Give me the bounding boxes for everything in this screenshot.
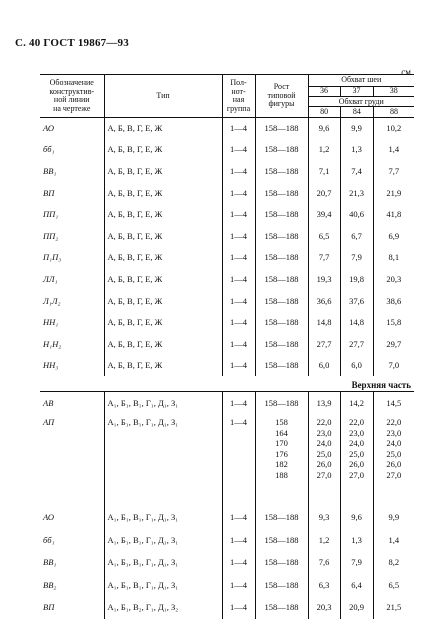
line-code: НН₁ [43, 317, 59, 328]
value-cell: 7,9 [340, 247, 373, 269]
table-header [40, 74, 414, 118]
line-code: АП [43, 417, 55, 427]
type-cell: А₁, Б₁, В₁, Г₁, Д₁, З₁ [104, 392, 222, 415]
height-value: 158 [275, 417, 288, 427]
table-row [40, 182, 414, 204]
type-header: Тип [104, 75, 222, 118]
neck-size-38: 38 [373, 87, 414, 97]
value: 25,0 [349, 448, 364, 459]
value-cell: 41,8 [373, 203, 414, 225]
height-cell: 158—188 [255, 290, 308, 312]
value-cell: 20,7 [308, 182, 340, 204]
value-cell: 7,7 [308, 247, 340, 269]
value-cell: 13,9 [308, 392, 340, 415]
value-cell: 27,7 [308, 333, 340, 355]
type-cell: А₁, Б₁, В₁, Г₁, Д₁, З₁ [104, 551, 222, 574]
group-cell: 1—4 [222, 506, 255, 529]
table-row [40, 268, 414, 290]
value: 27,0 [386, 469, 402, 480]
group-cell: 1—4 [222, 574, 255, 597]
line-code: АВ [43, 398, 54, 408]
type-cell: А, Б, В, Г, Е, Ж [104, 203, 222, 225]
subheading-upper-part: Верхняя часть [351, 380, 411, 390]
value-cell: 14,8 [308, 311, 340, 333]
table-body-top [40, 117, 414, 376]
height-value: 182 [275, 459, 288, 469]
height-cell: 158—188 [255, 529, 308, 552]
value-cell: 36,6 [308, 290, 340, 312]
group-cell: 1—4 [222, 160, 255, 182]
value-cell [340, 414, 373, 506]
value-cell: 1,3 [340, 139, 373, 161]
value-cell: 6,9 [373, 225, 414, 247]
value-cell: 27,7 [340, 333, 373, 355]
value: 22,0 [316, 417, 332, 427]
value-cell: 6,4 [340, 574, 373, 597]
table-row [40, 160, 414, 182]
group-cell: 1—4 [222, 551, 255, 574]
line-code: П₁П₃ [43, 252, 62, 263]
value-cell: 9,6 [308, 117, 340, 139]
group-cell: 1—4 [222, 139, 255, 161]
value-cell: 38,6 [373, 290, 414, 312]
table-row [40, 333, 414, 355]
group-cell: 1—4 [222, 414, 255, 506]
group-cell: 1—4 [222, 182, 255, 204]
table-body-bottom [40, 391, 414, 619]
value-cell: 20,3 [373, 268, 414, 290]
value-cell: 21,3 [340, 182, 373, 204]
line-code: ПП₁ [43, 209, 59, 220]
table-row [40, 596, 414, 619]
group-cell: 1—4 [222, 225, 255, 247]
page-header: С. 40 ГОСТ 19867—93 [15, 37, 129, 49]
line-code: ЛЛ₁ [43, 273, 58, 284]
line-code: ВВ₂ [43, 579, 57, 590]
value: 26,0 [349, 459, 364, 469]
value-cell: 20,9 [340, 596, 373, 619]
table-row [40, 355, 414, 377]
value-cell: 9,9 [340, 117, 373, 139]
value-cell: 1,4 [373, 529, 414, 552]
table-row [40, 414, 414, 506]
type-cell: А, Б, В, Г, Е, Ж [104, 182, 222, 204]
value: 25,0 [316, 448, 332, 459]
height-cell: 158—188 [255, 551, 308, 574]
table-row [40, 290, 414, 312]
value-cell: 14,5 [373, 392, 414, 415]
table-row [40, 139, 414, 161]
designation-header: Обозначение конструктив- ной линии на чертеже [49, 78, 95, 113]
line-code: Н₁Н₂ [43, 338, 62, 349]
neck-size-37: 37 [340, 87, 373, 97]
type-cell: А, Б, В, Г, Е, Ж [104, 225, 222, 247]
value-cell: 21,5 [373, 596, 414, 619]
type-cell: А, Б, В, Г, Е, Ж [104, 139, 222, 161]
value-cell: 1,4 [373, 139, 414, 161]
value-cell: 7,9 [340, 551, 373, 574]
line-code: ВП [43, 187, 55, 198]
fullness-header: Пол- нот- ная группа [222, 75, 255, 118]
table-row [40, 117, 414, 139]
table-row [40, 551, 414, 574]
height-cell: 158—188 [255, 355, 308, 377]
height-cell: 158—188 [255, 311, 308, 333]
value: 26,0 [386, 459, 402, 469]
value-cell: 9,9 [373, 506, 414, 529]
height-cell: 158—188 [255, 117, 308, 139]
value-cell: 1,2 [308, 529, 340, 552]
line-code: Л₁Л₂ [43, 295, 61, 306]
value: 23,0 [386, 427, 402, 438]
table-row [40, 225, 414, 247]
line-code: НН₃ [43, 360, 59, 371]
value-cell: 19,8 [340, 268, 373, 290]
value-cell: 7,6 [308, 551, 340, 574]
type-cell: А, Б, В, Г, Е, Ж [104, 247, 222, 269]
height-cell: 158—188 [255, 596, 308, 619]
value-cell: 7,7 [373, 160, 414, 182]
height-cell: 158—188 [255, 182, 308, 204]
group-cell: 1—4 [222, 203, 255, 225]
chest-size-84: 84 [340, 107, 373, 117]
value-cell: 7,1 [308, 160, 340, 182]
value-cell: 8,2 [373, 551, 414, 574]
value: 24,0 [349, 438, 364, 448]
group-cell: 1—4 [222, 311, 255, 333]
value: 26,0 [316, 459, 332, 469]
group-cell: 1—4 [222, 529, 255, 552]
value-cell: 6,7 [340, 225, 373, 247]
height-cell: 158—188 [255, 139, 308, 161]
line-code: бб₁ [43, 534, 55, 545]
value-cell: 20,3 [308, 596, 340, 619]
type-cell: А₁, Б₁, В₁, Г₁, Д₁, З₁ [104, 506, 222, 529]
type-cell: А, Б, В, Г, Е, Ж [104, 355, 222, 377]
group-cell: 1—4 [222, 117, 255, 139]
value: 24,0 [386, 438, 402, 448]
value-cell: 40,6 [340, 203, 373, 225]
value-cell: 21,9 [373, 182, 414, 204]
table-row [40, 506, 414, 529]
value-cell: 37,6 [340, 290, 373, 312]
value: 22,0 [386, 417, 402, 427]
type-cell: А₁, Б₁, В₂, Г₁, Д₁, З₂ [104, 596, 222, 619]
table-row [40, 311, 414, 333]
value: 27,0 [349, 469, 364, 480]
type-cell: А, Б, В, Г, Е, Ж [104, 117, 222, 139]
value-cell: 9,3 [308, 506, 340, 529]
type-cell: А₁, Б₁, В₁, Г₁, Д₁, З₁ [104, 574, 222, 597]
chest-girth-header: Обхват груди 80 84 88 [308, 97, 414, 118]
group-cell: 1—4 [222, 355, 255, 377]
value-cell: 6,0 [340, 355, 373, 377]
height-cell: 158—188 [255, 203, 308, 225]
height-cell: 158—188 [255, 247, 308, 269]
value-cell: 6,5 [373, 574, 414, 597]
type-cell: А, Б, В, Г, Е, Ж [104, 268, 222, 290]
value-cell: 8,1 [373, 247, 414, 269]
height-value: 164 [275, 427, 288, 438]
unit-label: см [401, 67, 411, 77]
line-code: ВВ₁ [43, 165, 57, 176]
table-row [40, 392, 414, 415]
table-row [40, 247, 414, 269]
value: 23,0 [349, 427, 364, 438]
line-code: бб₁ [43, 144, 55, 155]
group-cell: 1—4 [222, 290, 255, 312]
value-cell: 14,8 [340, 311, 373, 333]
height-cell: 158—188 [255, 225, 308, 247]
type-cell: А, Б, В, Г, Е, Ж [104, 333, 222, 355]
height-cell: 158—188 [255, 574, 308, 597]
group-cell: 1—4 [222, 247, 255, 269]
neck-girth-header: Обхват шеи [308, 75, 414, 87]
height-value: 176 [275, 448, 288, 459]
value-cell: 39,4 [308, 203, 340, 225]
value-cell: 6,0 [308, 355, 340, 377]
height-cell [255, 414, 308, 506]
value-cell: 19,3 [308, 268, 340, 290]
height-cell: 158—188 [255, 392, 308, 415]
group-cell: 1—4 [222, 268, 255, 290]
group-cell: 1—4 [222, 333, 255, 355]
group-cell: 1—4 [222, 596, 255, 619]
value-cell: 9,6 [340, 506, 373, 529]
type-cell: А, Б, В, Г, Е, Ж [104, 160, 222, 182]
height-cell: 158—188 [255, 333, 308, 355]
value-cell: 7,0 [373, 355, 414, 377]
value-cell: 14,2 [340, 392, 373, 415]
line-code: ВВ₁ [43, 557, 57, 568]
line-code: ВП [43, 602, 55, 613]
value-cell: 29,7 [373, 333, 414, 355]
value: 27,0 [316, 469, 332, 480]
type-cell: А₁, Б₁, В₁, Г₁, Д₁, З₁ [104, 529, 222, 552]
line-code: ПП₂ [43, 230, 59, 241]
height-cell: 158—188 [255, 506, 308, 529]
value-cell: 1,3 [340, 529, 373, 552]
value-cell: 6,5 [308, 225, 340, 247]
value-cell [373, 414, 414, 506]
table-row [40, 203, 414, 225]
height-header: Рост типовой фигуры [255, 75, 308, 118]
type-cell: А, Б, В, Г, Е, Ж [104, 290, 222, 312]
value: 22,0 [349, 417, 364, 427]
chest-size-88: 88 [373, 107, 414, 117]
neck-size-36: 36 [308, 87, 340, 97]
value-cell: 7,4 [340, 160, 373, 182]
line-code: АО [43, 512, 55, 523]
type-cell: А₁, Б₁, В₁, Г₁, Д₁, З₁ [104, 414, 222, 506]
height-cell: 158—188 [255, 268, 308, 290]
height-value: 170 [275, 438, 288, 448]
group-cell: 1—4 [222, 392, 255, 415]
type-cell: А, Б, В, Г, Е, Ж [104, 311, 222, 333]
chest-size-80: 80 [320, 107, 329, 116]
value-cell: 6,3 [308, 574, 340, 597]
value-cell: 10,2 [373, 117, 414, 139]
line-code: АО [43, 122, 55, 133]
value-cell [308, 414, 340, 506]
value: 23,0 [316, 427, 332, 438]
value: 25,0 [386, 448, 402, 459]
value: 24,0 [316, 438, 332, 448]
value-cell: 1,2 [308, 139, 340, 161]
height-cell: 158—188 [255, 160, 308, 182]
height-value: 188 [275, 469, 288, 480]
table-row [40, 529, 414, 552]
table-row [40, 574, 414, 597]
value-cell: 15,8 [373, 311, 414, 333]
